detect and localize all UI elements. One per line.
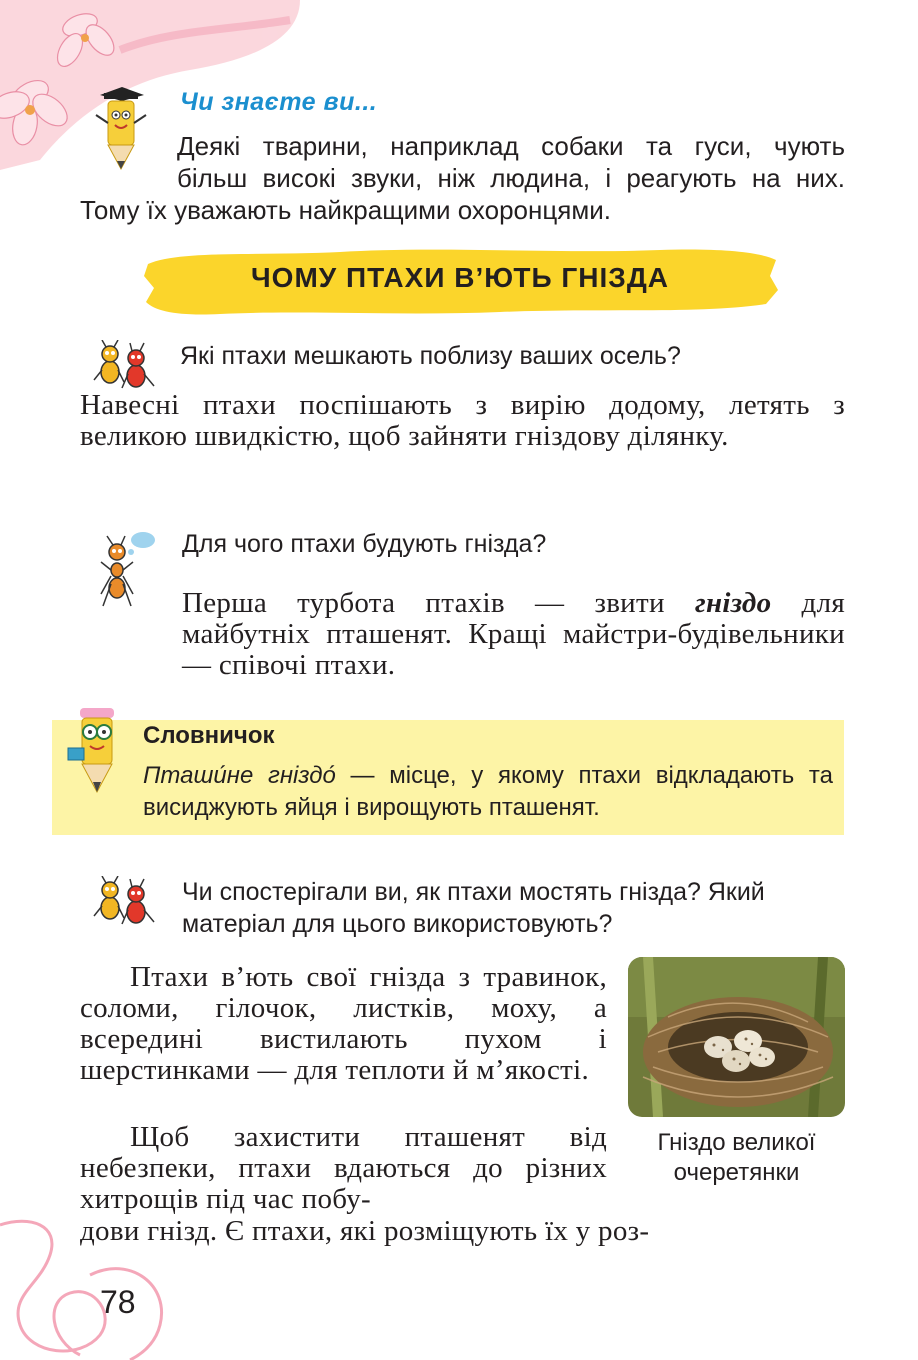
paragraph-2: [182, 588, 845, 681]
nest-photo: [628, 957, 845, 1117]
paragraph-3: Птахи в’ють свої гнізда з травинок, соломи, гілочок, листків, моху, а всередині вистилають пухом і шерстинками — для теплоти й м’якості.: [80, 961, 607, 1086]
glossary-term: Пташи́не гніздо́: [143, 762, 336, 789]
ants-icon: [90, 876, 160, 936]
glossary-definition-text: — місце, у якому птахи відкладають та висиджують яйця і вирощують пташенят.: [143, 762, 834, 821]
question-1: Які птахи мешкають поблизу ваших осель?: [180, 342, 681, 370]
question-3: Чи спостерігали ви, як птахи мостять гнізда? Який матеріал для цього використовують?: [182, 878, 765, 938]
did-you-know-line: Деякі тварини, наприклад собаки та гуси, чують: [177, 131, 845, 161]
question-2: Для чого птахи будують гнізда?: [182, 530, 547, 558]
photo-caption: Гніздо великої очеретянки: [657, 1129, 816, 1186]
paragraph-4: Щоб захистити пташенят від небезпеки, птахи вдаються до різних хитрощів під час побу-: [80, 1121, 607, 1215]
did-you-know-line: більш високі звуки, ніж людина, і реагують на них.: [177, 163, 845, 193]
paragraph-2-text: для майбутніх пташенят. Кращі майстри-будівельники — співочі птахи.: [182, 587, 846, 681]
did-you-know-heading: Чи знаєте ви...: [180, 88, 378, 116]
paragraph-2-emphasis: гніздо: [694, 587, 772, 619]
page-number: 78: [100, 1284, 136, 1320]
section-title: ЧОМУ ПТАХИ В’ЮТЬ ГНІЗДА: [250, 262, 669, 293]
thinking-ant-icon: [95, 528, 160, 608]
paragraph-5: дови гнізд. Є птахи, які розміщують їх у роз-: [80, 1215, 650, 1247]
did-you-know-line: Тому їх уважають найкращими охоронцями.: [80, 195, 611, 225]
did-you-know-text: [80, 130, 845, 226]
paragraph-1: Навесні птахи поспішають з вирію додому, летять з великою швидкістю, щоб зайняти гніздову ділянку.: [80, 389, 845, 452]
glossary-definition: [143, 760, 833, 824]
paragraph-2-text: Перша турбота птахів — звити: [182, 587, 695, 619]
swirl-decoration: [0, 1215, 190, 1360]
glossary-title: Словничок: [143, 722, 275, 749]
pencil-with-glasses-icon: [62, 700, 132, 795]
